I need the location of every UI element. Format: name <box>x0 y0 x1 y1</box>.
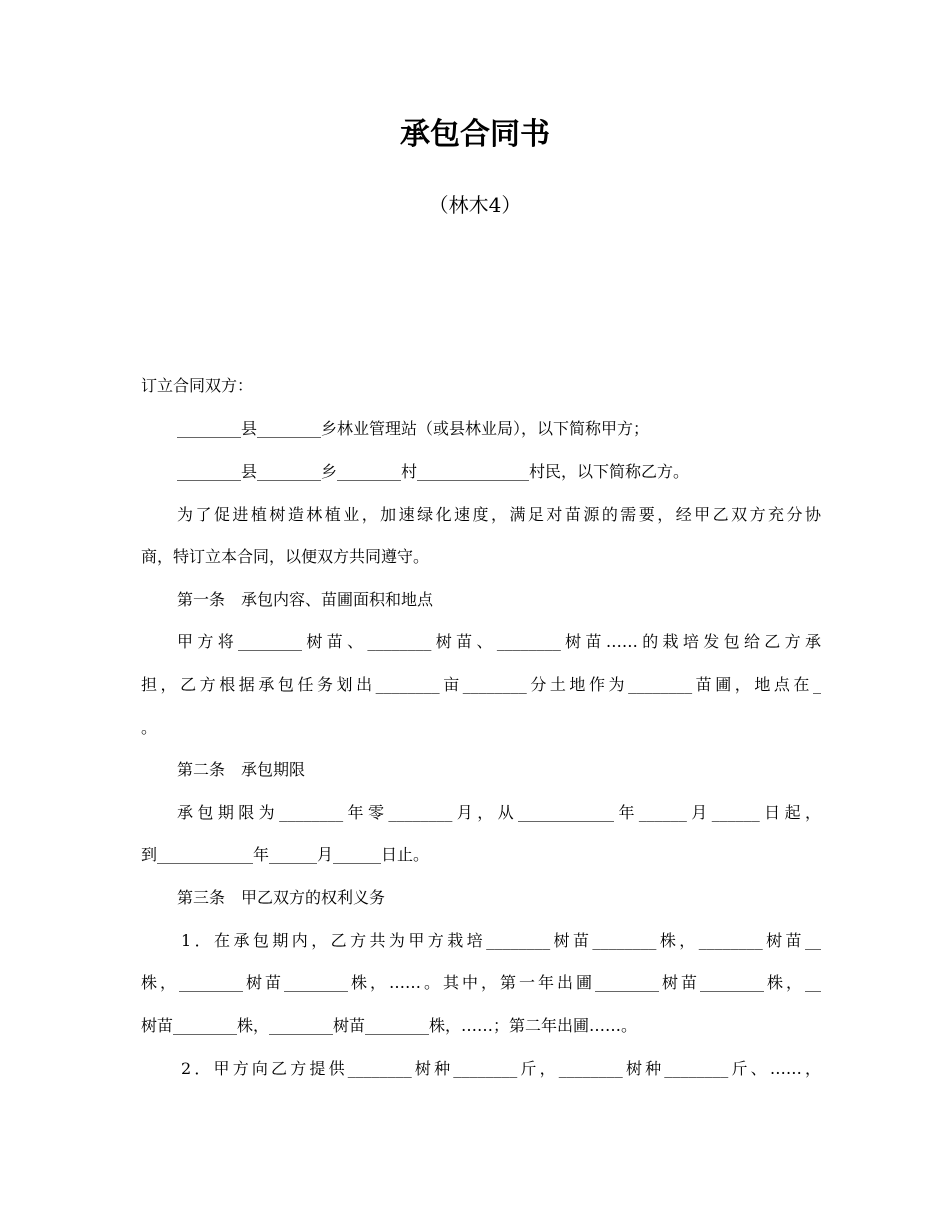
article-3-item-1-line-3: 树苗________株，________树苗________株，……；第二年出圃……。 <box>141 1016 638 1035</box>
party-a-line: ________县________乡林业管理站（或县林业局），以下简称甲方； <box>177 419 650 438</box>
parties-heading: 订立合同双方： <box>141 376 254 395</box>
article-2-line-1: 承包期限为________年零________月，从____________年______月______日起， <box>177 803 821 822</box>
article-2-heading: 第二条 承包期限 <box>177 760 306 779</box>
article-3-item-1-line-1: 1．在承包期内，乙方共为甲方栽培________树苗________株，________树苗__ <box>181 931 821 950</box>
article-2-line-2: 到____________年______月______日止。 <box>141 845 430 864</box>
preamble-line-2: 商，特订立本合同，以便双方共同遵守。 <box>141 547 430 566</box>
article-1-heading: 第一条 承包内容、苗圃面积和地点 <box>177 590 434 609</box>
preamble-line-1: 为了促进植树造林植业，加速绿化速度，满足对苗源的需要，经甲乙双方充分协 <box>177 505 821 524</box>
article-1-line-2: 担，乙方根据承包任务划出________亩________分土地作为________苗圃，地点在_ <box>141 675 821 694</box>
article-3-heading: 第三条 甲乙双方的权利义务 <box>177 888 386 907</box>
page-subtitle: （林木4） <box>428 193 522 217</box>
article-3-item-1-line-2: 株，________树苗________株，……。其中，第一年出圃________树苗________株，__ <box>141 973 821 992</box>
article-1-line-1: 甲方将________树苗、________树苗、________树苗……的栽培发包给乙方承 <box>177 632 821 651</box>
article-3-item-2-line-1: 2．甲方向乙方提供________树种________斤，________树种________斤、……， <box>181 1059 821 1078</box>
article-1-line-3: 。 <box>141 718 158 737</box>
page-title: 承包合同书 <box>400 117 550 152</box>
party-b-line: ________县________乡________村______________村民，以下简称乙方。 <box>177 462 690 481</box>
